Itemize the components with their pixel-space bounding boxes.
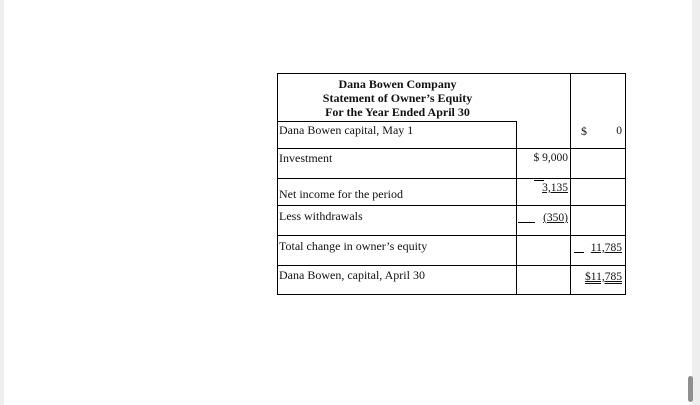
row-divider xyxy=(278,148,625,149)
net-income-value: 3,135 xyxy=(542,182,568,194)
capital-april-value: $11,785 xyxy=(585,271,622,283)
column-divider-2 xyxy=(570,74,571,295)
statement-title: Statement of Owner’s Equity xyxy=(322,91,473,105)
row-label-investment: Investment xyxy=(279,151,333,165)
left-edge xyxy=(0,0,4,405)
row-label-withdrawals: Less withdrawals xyxy=(279,209,363,223)
scrollbar-thumb[interactable] xyxy=(688,376,693,402)
underline-rule xyxy=(574,252,584,253)
row-divider xyxy=(278,205,625,206)
withdrawals-value: (350) xyxy=(543,212,568,224)
owners-equity-statement xyxy=(277,73,626,295)
row-label-capital-may: Dana Bowen capital, May 1 xyxy=(279,123,414,137)
statement-period: For the Year Ended April 30 xyxy=(325,105,470,119)
row-label-capital-april: Dana Bowen, capital, April 30 xyxy=(279,268,425,282)
row-divider xyxy=(278,235,625,236)
investment-value: $ 9,000 xyxy=(533,152,568,164)
row-label-net-income: Net income for the period xyxy=(279,187,403,201)
currency-symbol: $ xyxy=(581,124,587,138)
row-label-total-change: Total change in owner’s equity xyxy=(279,239,428,253)
capital-may-value: 0 xyxy=(616,125,622,137)
row-divider xyxy=(278,178,625,179)
row-divider xyxy=(278,265,625,266)
underline-rule xyxy=(518,222,535,223)
total-change-value: 11,785 xyxy=(590,242,622,254)
row-divider xyxy=(278,121,517,122)
statement-header xyxy=(278,74,517,121)
right-edge xyxy=(692,0,700,405)
company-name: Dana Bowen Company xyxy=(338,77,457,91)
